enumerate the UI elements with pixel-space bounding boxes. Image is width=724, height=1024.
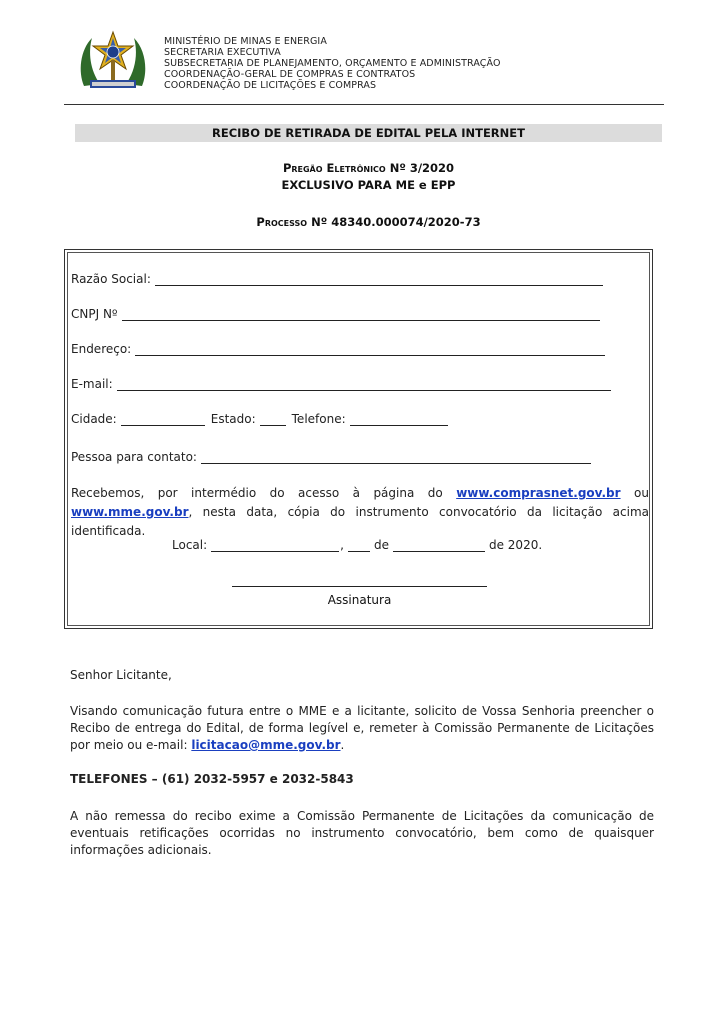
endereco-line[interactable]: [135, 343, 605, 356]
comprasnet-link[interactable]: www.comprasnet.gov.br: [456, 486, 621, 500]
local-data-row: Local: , de de 2020.: [172, 538, 543, 552]
recebemos-text: Recebemos, por intermédio do acesso à página do: [71, 486, 443, 500]
header-line: SUBSECRETARIA DE PLANEJAMENTO, ORÇAMENTO E ADMINISTRAÇÃO: [164, 58, 501, 69]
local-line[interactable]: [211, 539, 339, 552]
signature-line[interactable]: [232, 586, 487, 587]
estado-line[interactable]: [260, 413, 286, 426]
paragraph-2: A não remessa do recibo exime a Comissão Permanente de Licitações da comunicação de eventuais retificações ocorridas no instrumento convocatório, bem como de quaisquer informações adicionais.: [70, 809, 654, 857]
recebemos-paragraph: [71, 484, 649, 541]
mes-line[interactable]: [393, 539, 485, 552]
title-bar: [75, 124, 662, 142]
header-line: SECRETARIA EXECUTIVA: [164, 47, 281, 58]
mme-link[interactable]: www.mme.gov.br: [71, 505, 189, 519]
dia-line[interactable]: [348, 539, 370, 552]
telefone-line[interactable]: [350, 413, 448, 426]
estado-label: Estado:: [210, 412, 256, 426]
email-label: E-mail:: [71, 377, 113, 391]
header-divider: [64, 104, 664, 105]
saudacao: Senhor Licitante,: [70, 668, 172, 682]
cnpj-line[interactable]: [122, 308, 600, 321]
endereco-label: Endereço:: [71, 342, 132, 356]
recebemos-text-end: , nesta data, cópia do instrumento convocatório da licitação acima identificada.: [71, 505, 649, 538]
telefone-label: Telefone:: [291, 412, 346, 426]
endereco-field[interactable]: [71, 342, 605, 356]
razao-social-label: Razão Social:: [71, 272, 151, 286]
telefones-line: TELEFONES – (61) 2032-5957 e 2032-5843: [70, 772, 354, 786]
razao-social-field[interactable]: [71, 272, 603, 286]
ou-text: ou: [634, 486, 649, 500]
razao-social-line[interactable]: [155, 273, 603, 286]
pessoa-contato-line[interactable]: [201, 451, 591, 464]
coat-of-arms-icon: [76, 28, 150, 96]
processo-label: Processo Nº 48340.000074/2020-73: [256, 215, 481, 229]
local-label: Local:: [172, 538, 208, 552]
cidade-line[interactable]: [121, 413, 205, 426]
ano-label: de 2020.: [488, 538, 543, 552]
cidade-estado-telefone-row: [71, 412, 448, 426]
pregao-label: Pregão Eletrônico Nº 3/2020: [282, 161, 455, 175]
header-line: COORDENAÇÃO-GERAL DE COMPRAS E CONTRATOS: [164, 69, 416, 80]
cnpj-label: CNPJ Nº: [71, 307, 118, 321]
pessoa-contato-field[interactable]: [71, 450, 591, 464]
header-line: MINISTÉRIO DE MINAS E ENERGIA: [164, 36, 327, 47]
header-line: COORDENAÇÃO DE LICITAÇÕES E COMPRAS: [164, 80, 377, 91]
email-line[interactable]: [117, 378, 611, 391]
signature-label: Assinatura: [327, 593, 392, 607]
de-label: de: [373, 538, 389, 552]
licitacao-email-link[interactable]: licitacao@mme.gov.br: [191, 738, 341, 752]
cnpj-field[interactable]: [71, 307, 600, 321]
exclusivo-label: EXCLUSIVO PARA ME e EPP: [281, 178, 456, 192]
paragraph-1-text: Visando comunicação futura entre o MME e a licitante, solicito de Vossa Senhoria preencher o Recibo de entrega do Edital, de forma legível e, remeter à Comissão Permanente de Licitações por meio ou e-mail:: [70, 704, 654, 752]
page-title: RECIBO DE RETIRADA DE EDITAL PELA INTERNET: [212, 126, 525, 140]
email-field[interactable]: [71, 377, 611, 391]
cidade-label: Cidade:: [71, 412, 117, 426]
pessoa-contato-label: Pessoa para contato:: [71, 450, 197, 464]
header-block: [164, 36, 501, 91]
paragraph-1: Visando comunicação futura entre o MME e a licitante, solicito de Vossa Senhoria preencher o Recibo de entrega do Edital, de forma legível e, remeter à Comissão Permanente de Licitações por meio ou e-mail: licitacao@mme.gov.br.: [70, 704, 654, 752]
